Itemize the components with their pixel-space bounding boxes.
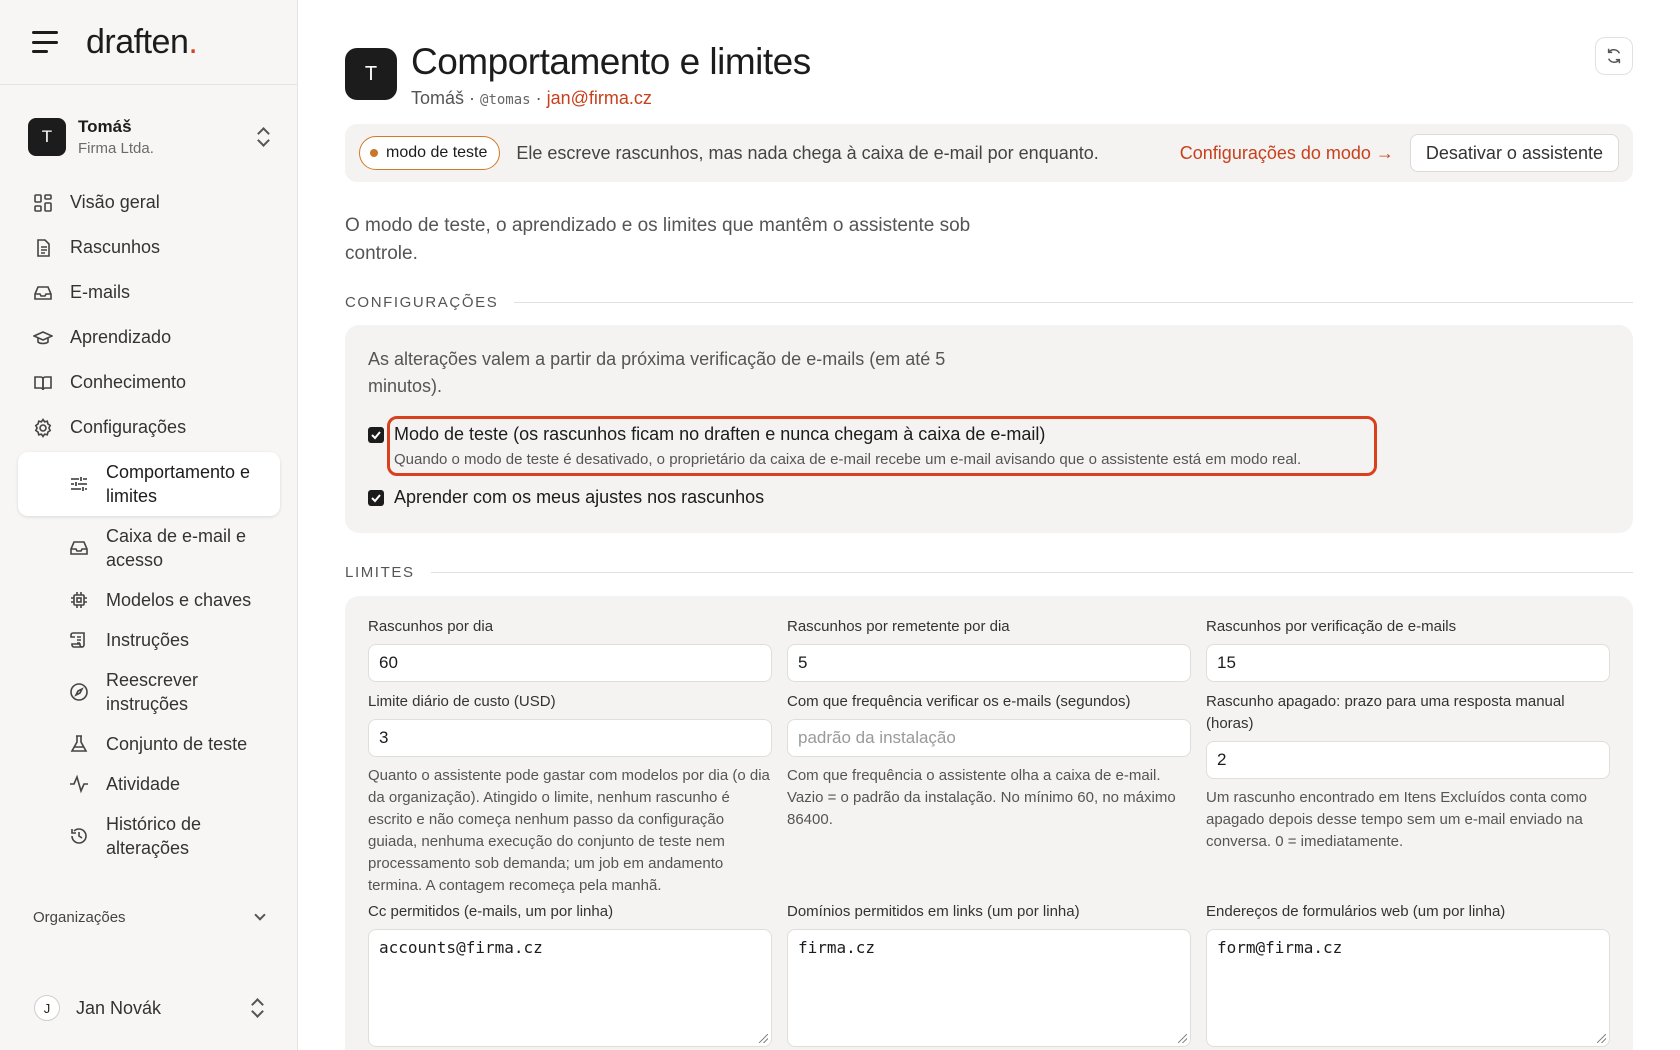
sidebar-subitem-label: Atividade [106,774,181,794]
gear-icon [32,417,54,439]
brand-bar [0,0,297,85]
web-forms-field [1206,901,1610,1047]
section-title: LIMITES [345,564,415,581]
organizations-toggle[interactable] [18,902,280,932]
page-subtitle [411,88,811,109]
page-avatar: T [345,48,397,100]
separator: · [530,88,547,108]
field-label: Rascunho apagado: prazo para uma resposta manual (horas) [1206,693,1565,732]
sidebar-item-label: Rascunhos [70,237,161,257]
chevron-up-down-icon [250,998,264,1018]
workspace-switcher[interactable] [18,104,280,170]
field-label: Rascunhos por verificação de e-mails [1206,618,1457,635]
limits-section-heading [345,564,1633,581]
sidebar-item-label: Configurações [70,417,187,437]
menu-icon[interactable] [32,31,60,53]
settings-section-heading [345,294,1633,311]
field-label: Rascunhos por remetente por dia [787,618,1010,635]
logo-dot: . [188,22,198,61]
owner-handle: @tomas [480,92,531,108]
allowed-cc-textarea[interactable] [368,929,772,1047]
activity-icon [68,773,90,795]
sidebar-subitem-label: Comportamento e limites [106,462,251,506]
drafts-per-check-field [1206,616,1610,682]
test-mode-banner [345,124,1633,182]
deleted-draft-input[interactable]: 2 [1206,741,1610,779]
organizations-label: Organizações [33,908,126,926]
sidebar-subitem-test-set[interactable] [18,724,280,764]
sidebar-item-drafts[interactable] [18,225,280,270]
allowed-domains-textarea[interactable] [787,929,1191,1047]
grid-icon [32,192,54,214]
sidebar-subitem-change-history[interactable] [18,804,280,868]
book-icon [32,372,54,394]
sidebar-item-label: Visão geral [70,192,160,212]
workspace-name: Tomáš [78,117,132,136]
workspace-avatar: T [28,118,66,156]
field-label: Com que frequência verificar os e-mails (segundos) [787,693,1131,710]
drafts-per-sender-input[interactable]: 5 [787,644,1191,682]
page-header [345,40,811,109]
chevron-up-down-icon [256,127,270,147]
learn-checkbox[interactable] [368,490,384,506]
owner-name: Tomáš [411,88,465,108]
divider [514,302,1633,303]
inbox-icon [68,537,90,559]
learn-label: Aprender com os meus ajustes nos rascunhos [394,487,765,507]
page-intro: O modo de teste, o aprendizado e os limites que mantêm o assistente sob controle. [345,215,971,264]
cost-limit-field [368,691,772,897]
resize-handle[interactable] [759,1034,768,1043]
sidebar-subitem-label: Instruções [106,630,190,650]
cost-limit-input[interactable]: 3 [368,719,772,757]
drafts-per-sender-field [787,616,1191,682]
sidebar-item-emails[interactable] [18,270,280,315]
drafts-per-day-input[interactable]: 60 [368,644,772,682]
disable-assistant-button[interactable]: Desativar o assistente [1410,134,1619,172]
user-name: Jan Novák [76,997,162,1018]
section-title: CONFIGURAÇÕES [345,294,499,311]
workspace-org: Firma Ltda. [78,140,154,157]
allowed-domains-field [787,901,1191,1047]
banner-text: Ele escreve rascunhos, mas nada chega à caixa de e-mail por enquanto. [516,142,1099,163]
sidebar-subitem-activity[interactable] [18,764,280,804]
scroll-icon [68,629,90,651]
separator: · [464,88,481,108]
textarea-value: firma.cz [798,938,876,957]
drafts-per-day-field [368,616,772,682]
logo[interactable] [86,23,197,62]
refresh-icon [1605,47,1623,65]
check-frequency-input[interactable]: padrão da instalação [787,719,1191,757]
test-mode-label: Modo de teste (os rascunhos ficam no draften e nunca chegam à caixa de e-mail) [394,424,1046,444]
resize-handle[interactable] [1597,1034,1606,1043]
sidebar-item-overview[interactable] [18,180,280,225]
page-title: Comportamento e limites [411,41,811,82]
chevron-down-icon [254,909,265,920]
test-mode-badge [359,136,500,170]
sidebar-subitem-label: Reescrever instruções [106,670,199,714]
sidebar [0,0,298,1050]
settings-note: As alterações valem a partir da próxima verificação de e-mails (em até 5 minutos). [368,349,946,396]
owner-email[interactable]: jan@firma.cz [546,88,652,108]
allowed-cc-field [368,901,772,1047]
sidebar-item-label: Aprendizado [70,327,172,347]
sidebar-subitem-mailbox-access[interactable] [18,516,280,580]
graduation-cap-icon [32,327,54,349]
compass-icon [68,681,90,703]
field-label: Cc permitidos (e-mails, um por linha) [368,903,614,920]
sidebar-subitem-label: Histórico de alterações [106,814,202,858]
sidebar-subitem-models-keys[interactable] [18,580,280,620]
sidebar-item-label: Conhecimento [70,372,187,392]
drafts-per-check-input[interactable]: 15 [1206,644,1610,682]
history-icon [68,825,90,847]
textarea-value: accounts@firma.cz [379,938,543,957]
textarea-value: form@firma.cz [1217,938,1343,957]
test-mode-help: Quando o modo de teste é desativado, o proprietário da caixa de e-mail recebe um e-mail avisando que o assistente está em modo real. [394,451,1302,468]
limits-card [345,596,1633,1050]
chip-icon [68,589,90,611]
sidebar-item-settings[interactable] [18,405,280,450]
badge-label: modo de teste [386,144,488,161]
resize-handle[interactable] [1178,1034,1187,1043]
sidebar-subitem-behavior-limits[interactable] [18,452,280,516]
settings-card [345,325,1633,533]
sidebar-nav [18,180,280,868]
refresh-button[interactable] [1595,37,1633,75]
settings-submenu [18,452,280,868]
field-label: Rascunhos por dia [368,618,494,635]
field-label: Domínios permitidos em links (um por linha) [787,903,1080,920]
web-forms-textarea[interactable] [1206,929,1610,1047]
sidebar-item-label: E-mails [70,282,131,302]
inbox-icon [32,282,54,304]
user-avatar: J [34,995,60,1021]
field-help: Um rascunho encontrado em Itens Excluídos conta como apagado depois desse tempo sem um e-mail enviado na conversa. 0 = imediatamente. [1206,789,1588,850]
flask-icon [68,733,90,755]
sidebar-item-knowledge[interactable] [18,360,280,405]
field-label: Endereços de formulários web (um por linha) [1206,903,1506,920]
sidebar-item-learning[interactable] [18,315,280,360]
field-help: Com que frequência o assistente olha a caixa de e-mail. Vazio = o padrão da instalação. No mínimo 60, no máximo 86400. [787,767,1176,828]
status-dot [370,149,378,157]
test-mode-option [368,424,1301,468]
divider [431,572,1633,573]
check-frequency-field [787,691,1191,831]
test-mode-checkbox[interactable] [368,427,384,443]
sliders-icon [68,473,90,495]
field-help: Quanto o assistente pode gastar com modelos por dia (o dia da organização). Atingido o limite, nenhum rascunho é escrito e não começa nenhum passo da configuração guiada, nenhuma execução do conjunto de teste nem processamento sob demanda; um job em andamento termina. A contagem recomeça pela manhã. [368,767,770,894]
user-menu[interactable] [18,988,280,1028]
logo-text: draften [86,22,189,61]
learn-option [368,487,764,508]
sidebar-subitem-instructions[interactable] [18,620,280,660]
field-label: Limite diário de custo (USD) [368,693,556,710]
sidebar-subitem-rewrite-instructions[interactable] [18,660,280,724]
sidebar-subitem-label: Caixa de e-mail e acesso [106,526,247,570]
mode-settings-link[interactable]: Configurações do modo → [1179,142,1394,163]
sidebar-subitem-label: Conjunto de teste [106,734,248,754]
deleted-draft-field [1206,691,1610,853]
sidebar-subitem-label: Modelos e chaves [106,590,252,610]
document-icon [32,237,54,259]
